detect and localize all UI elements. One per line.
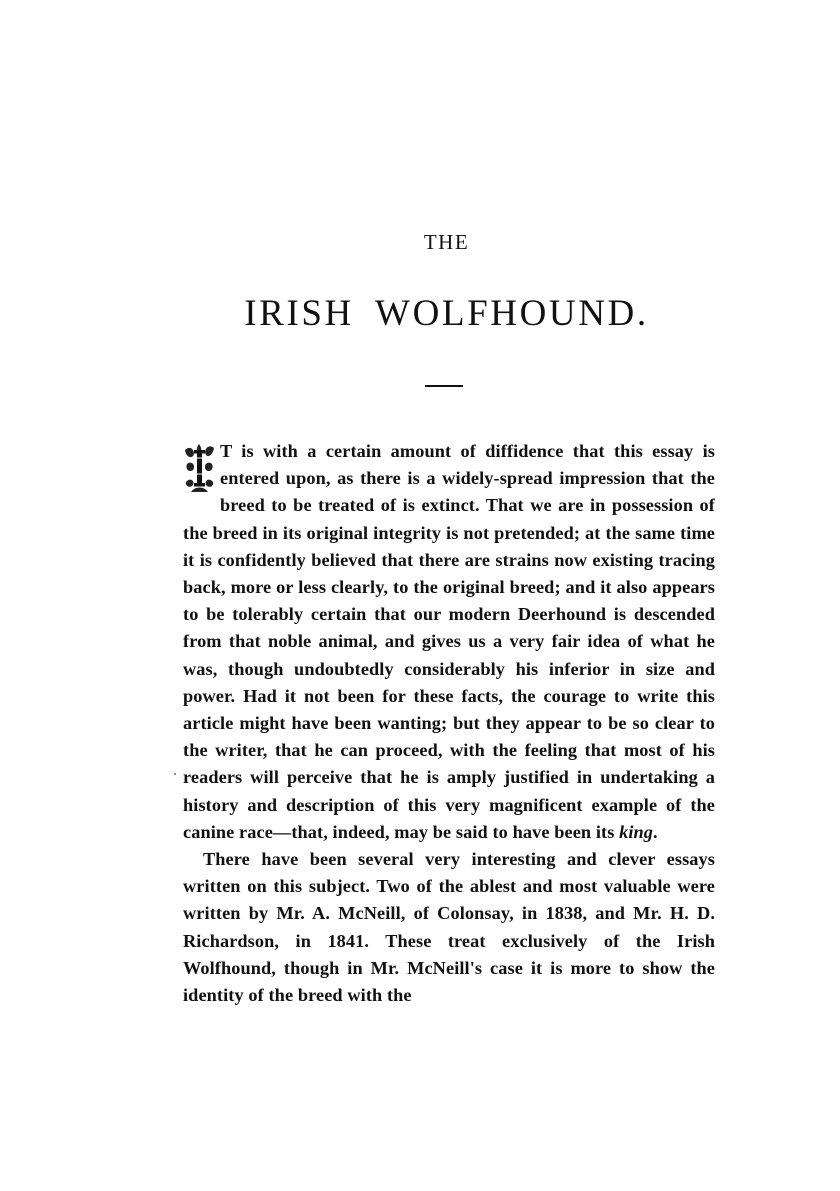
paragraph-1-end: . bbox=[653, 821, 658, 842]
heading-the: THE bbox=[423, 230, 470, 254]
paragraph-2: There have been several very interesting and clever essays written on this subject. Two of the ablest and most valuable were written by Mr. A. McNeill, of Colonsay, in 1838, and Mr. H. D. Richardson, in 1841. These treat exclusively of the Irish Wolfhound, though in Mr. McNeill's case it is more to show the identity of the breed with the bbox=[183, 849, 715, 1006]
emphasis-king: king bbox=[619, 821, 654, 842]
title-rule bbox=[425, 385, 463, 387]
paragraph-1 bbox=[183, 438, 715, 846]
body-text bbox=[183, 438, 715, 1009]
print-speck bbox=[174, 773, 176, 775]
paragraph-1-text: T is with a certain amount of diffidence that this essay is entered upon, as there is a widely-spread impression that the breed to be treated of is extinct. That we are in possession of the breed in its original integrity is not pretended; at the same time it is confidently believed that there are strains now existing tracing back, more or less clearly, to the original breed; and it also appears to be tolerably certain that our modern Deerhound is descended from that noble animal, and gives us a very fair idea of what he was, though undoubtedly considerably his inferior in size and power. Had it not been for these facts, the courage to write this article might have been wanting; but they appear to be so clear to the writer, that he can proceed, with the feeling that most of his readers will perceive that he is amply justified in undertaking a history and description of this very magnificent example of the canine race—that, indeed, may be said to have been its bbox=[183, 441, 715, 842]
page-title: IRISH WOLFHOUND. bbox=[244, 293, 649, 334]
ornamental-dropcap-icon bbox=[183, 442, 216, 494]
